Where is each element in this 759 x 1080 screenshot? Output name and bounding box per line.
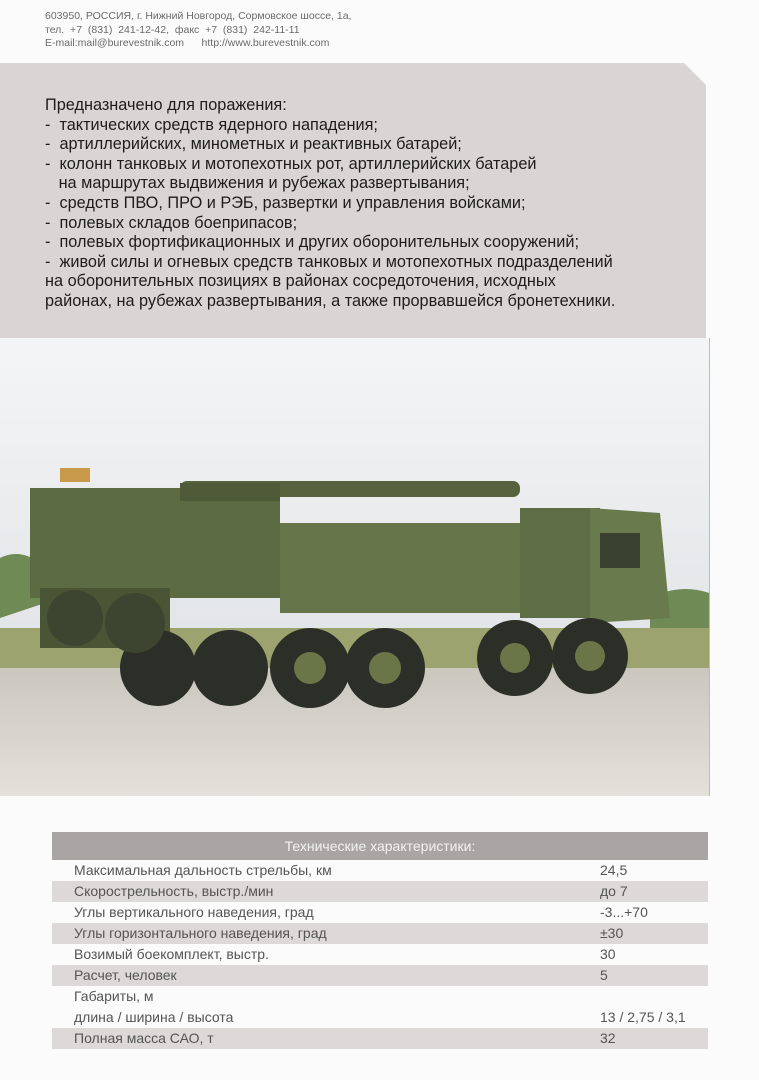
spec-row [52, 1028, 708, 1049]
purpose-line: - тактических средств ядерного нападения; [45, 115, 378, 134]
purpose-line: - полевых фортификационных и других оборонительных сооружений; [45, 233, 579, 252]
spec-value: 24,5 [600, 862, 628, 878]
purpose-line: на маршрутах выдвижения и рубежах развертывания; [45, 174, 470, 193]
spec-value: -3...+70 [600, 904, 648, 920]
spec-row [52, 923, 708, 944]
spec-label: Полная масса САО, т [74, 1030, 214, 1046]
spec-label: Углы вертикального наведения, град [74, 904, 314, 920]
spec-label: Возимый боекомплект, выстр. [74, 946, 269, 962]
phones: тел. +7 (831) 241-12-42, факс +7 (831) 242-11-11 [45, 23, 300, 36]
spec-label: Углы горизонтального наведения, град [74, 925, 327, 941]
purpose-line: - живой силы и огневых средств танковых и мотопехотных подразделений [45, 252, 613, 271]
specs-title: Технические характеристики: [52, 832, 708, 860]
purpose-line: - полевых складов боеприпасов; [45, 213, 298, 232]
purpose-line: - средств ПВО, ПРО и РЭБ, развертки и управления войсками; [45, 193, 526, 212]
spec-row [52, 902, 708, 923]
spec-label [52, 986, 600, 1028]
spec-label-line: Габариты, м [74, 988, 154, 1004]
purpose-line: Предназначено для поражения: [45, 96, 287, 114]
spec-label: Расчет, человек [74, 967, 177, 983]
spec-label: Скорострельность, выстр./мин [74, 883, 274, 899]
spec-value: 30 [600, 946, 616, 962]
spec-row [52, 986, 708, 1028]
web-contacts: E-mail:mail@burevestnik.com http://www.burevestnik.com [45, 37, 330, 49]
spec-value: ±30 [600, 925, 624, 941]
spec-row [52, 944, 708, 965]
spec-value: 32 [600, 1030, 616, 1046]
spec-value: до 7 [600, 883, 628, 899]
purpose-line: - артиллерийских, минометных и реактивных батарей; [45, 135, 462, 154]
purpose-line: - колонн танковых и мотопехотных рот, артиллерийских батарей [45, 154, 537, 173]
contact-info [45, 10, 351, 51]
spec-value: 5 [600, 967, 608, 983]
spec-label: Максимальная дальность стрельбы, км [74, 862, 332, 878]
purpose-line: районах, на рубежах развертывания, а также прорвавшейся бронетехники. [45, 291, 616, 310]
specs-table [52, 832, 708, 1049]
spec-row [52, 860, 708, 881]
purpose-text [45, 96, 615, 312]
spec-label-line: длина / ширина / высота [74, 1009, 234, 1025]
spec-row [52, 881, 708, 902]
spec-value: 13 / 2,75 / 3,1 [600, 1009, 686, 1025]
address: 603950, РОССИЯ, г. Нижний Новгород, Сормовское шоссе, 1а, [45, 10, 352, 22]
spec-row [52, 965, 708, 986]
vehicle-photo [0, 338, 710, 796]
purpose-line: на оборонительных позициях в районах сосредоточения, исходных [45, 272, 556, 291]
